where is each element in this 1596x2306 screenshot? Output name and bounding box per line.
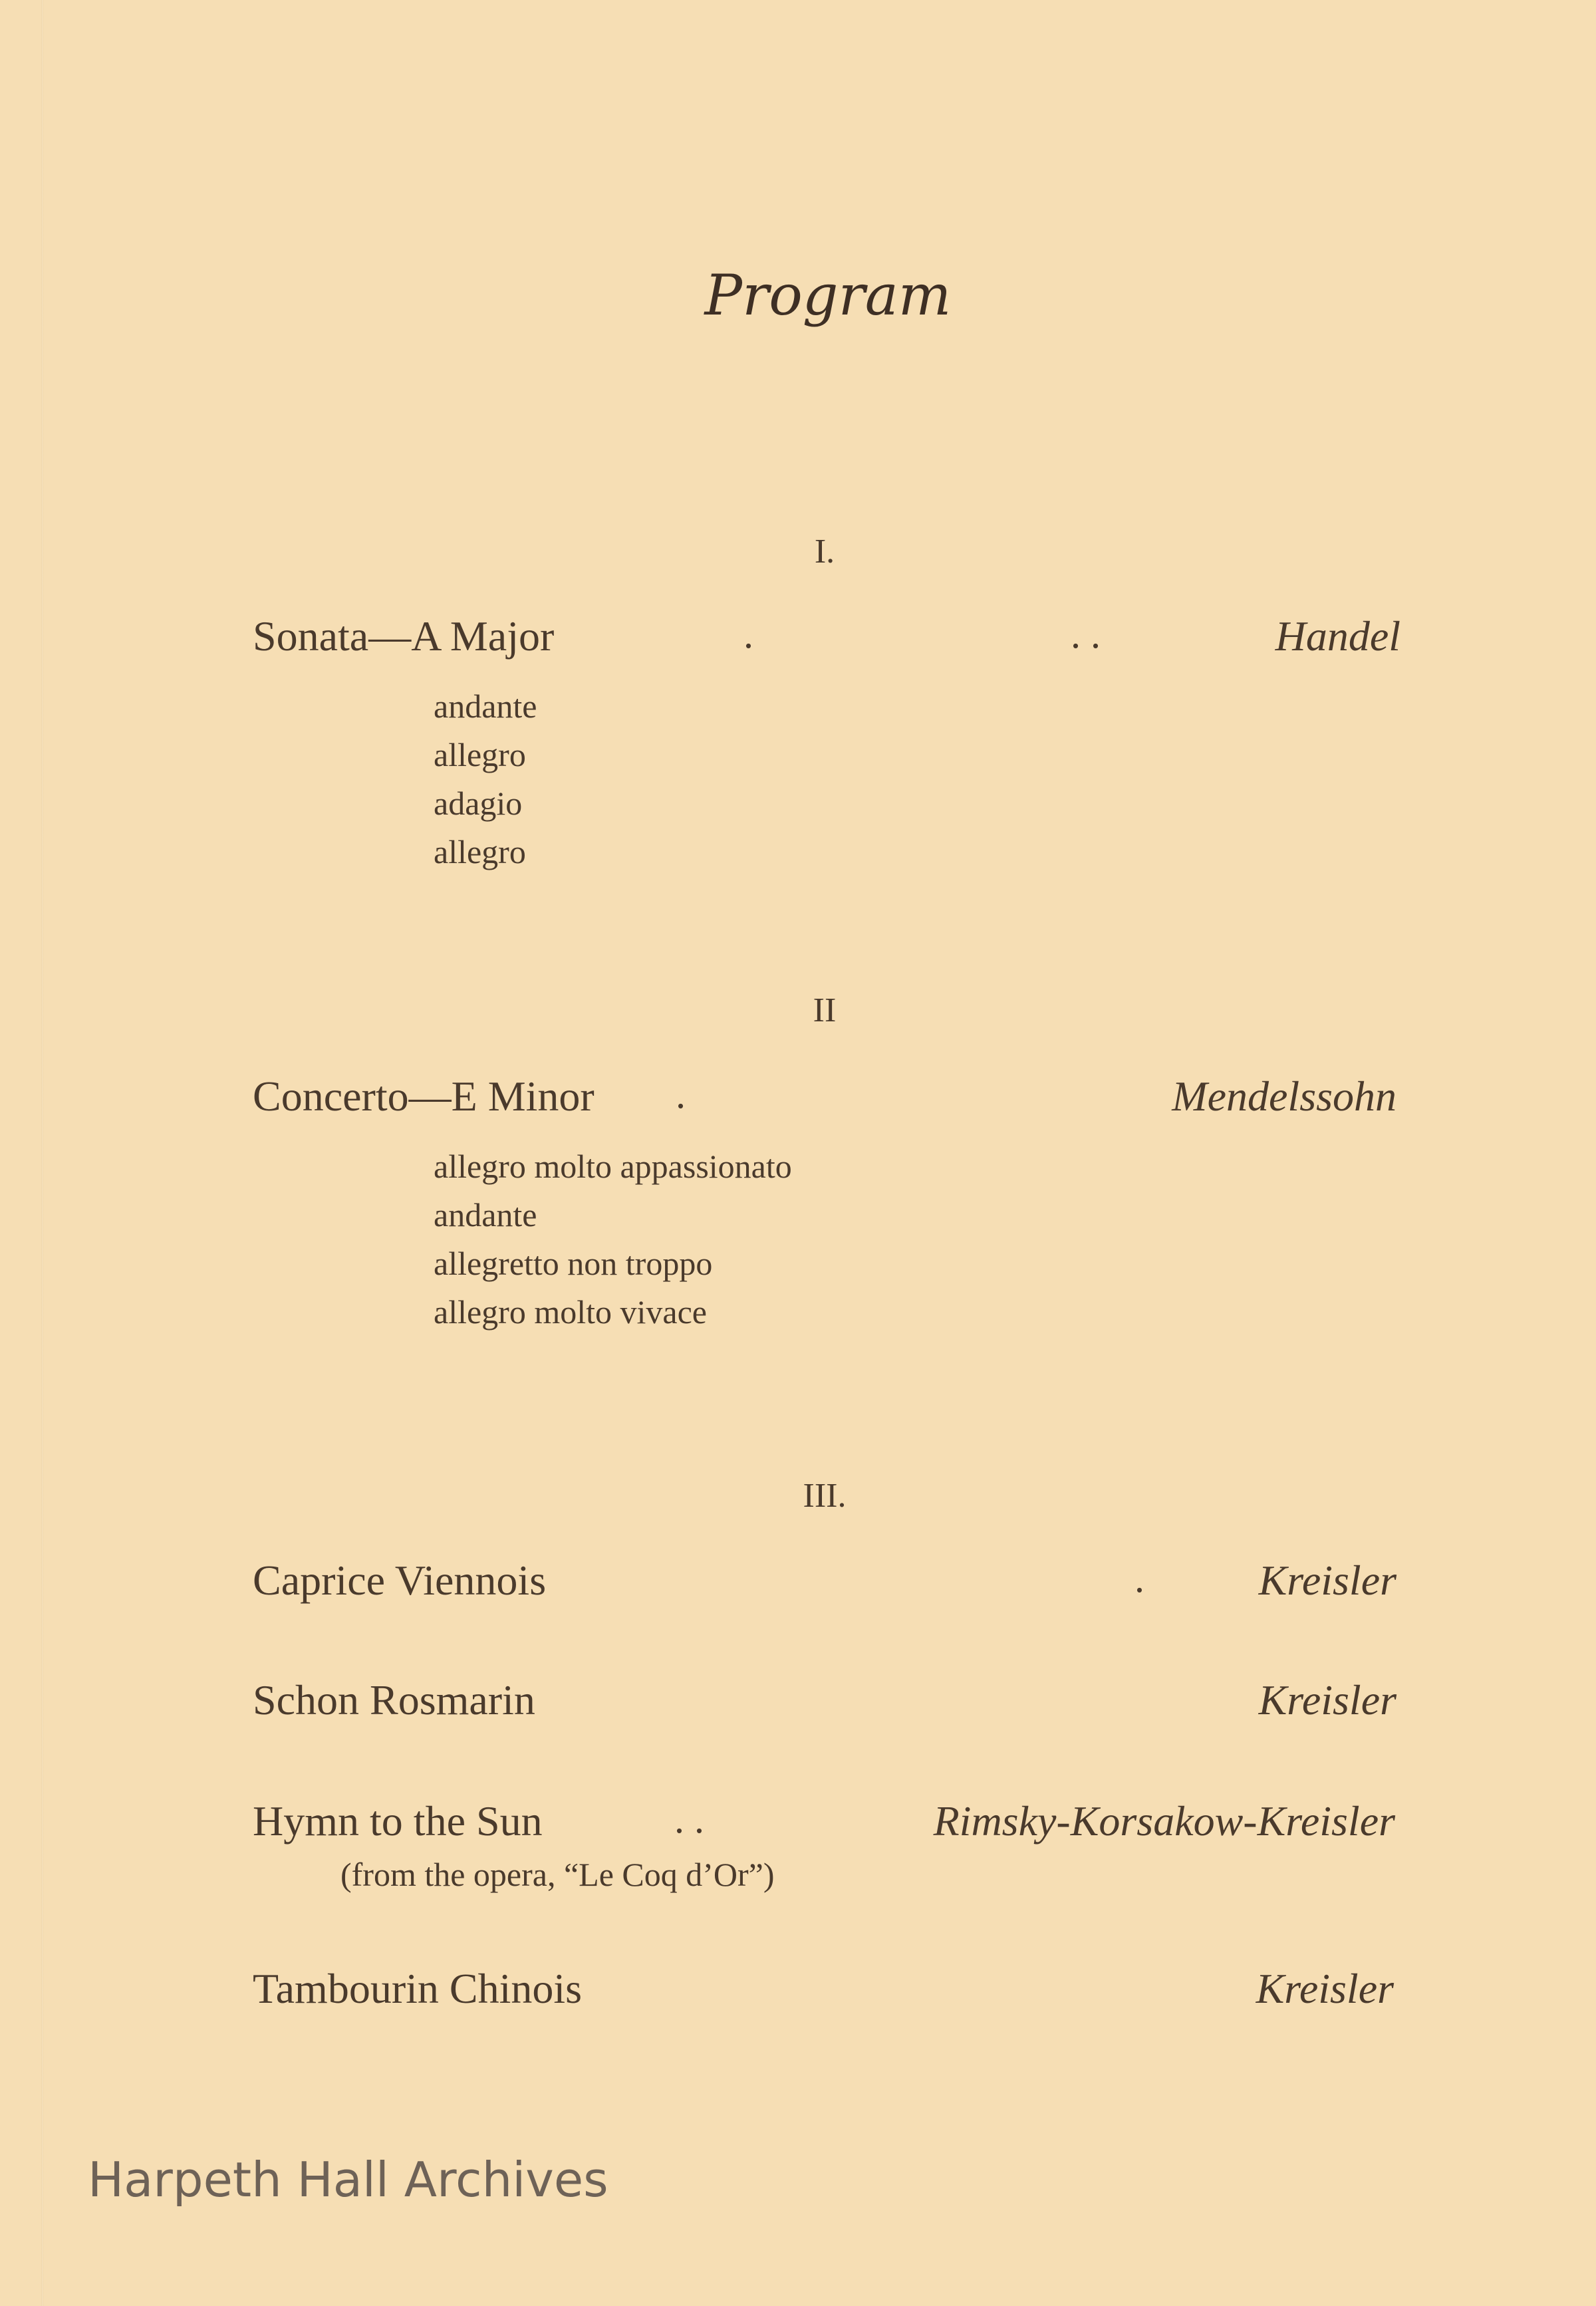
section-numeral-3: III. xyxy=(803,1477,847,1515)
movement-item: andante xyxy=(434,1196,537,1233)
movement-list-sonata xyxy=(434,682,537,876)
section-numeral-2: II xyxy=(813,991,837,1029)
movement-item: allegro xyxy=(434,736,526,773)
piece-title-concerto: Concerto—E Minor xyxy=(253,1073,595,1120)
composer-mendelssohn: Mendelssohn xyxy=(1172,1073,1396,1120)
program-title: Program xyxy=(704,263,952,328)
movement-list-concerto xyxy=(434,1142,792,1337)
piece-title-caprice: Caprice Viennois xyxy=(253,1557,547,1604)
leader-dots: . . xyxy=(674,1797,704,1841)
movement-item: allegro molto appassionato xyxy=(434,1148,792,1185)
fold-line xyxy=(41,0,43,2306)
piece-title-hymn: Hymn to the Sun xyxy=(253,1797,543,1845)
piece-note-opera: (from the opera, “Le Coq d’Or”) xyxy=(340,1856,775,1893)
piece-title-sonata: Sonata—A Major xyxy=(253,612,555,660)
leader-dots: . xyxy=(676,1073,686,1116)
leader-dots: . xyxy=(743,612,753,656)
composer-kreisler: Kreisler xyxy=(1258,1557,1396,1604)
movement-item: allegro molto vivace xyxy=(434,1293,707,1331)
composer-rimsky-korsakow-kreisler: Rimsky-Korsakow-Kreisler xyxy=(933,1797,1395,1845)
composer-handel: Handel xyxy=(1275,612,1400,660)
piece-title-rosmarin: Schon Rosmarin xyxy=(253,1676,535,1724)
leader-dots: . xyxy=(1134,1557,1144,1601)
archive-watermark: Harpeth Hall Archives xyxy=(88,2152,608,2208)
movement-item: allegretto non troppo xyxy=(434,1245,713,1282)
movement-item: allegro xyxy=(434,833,526,870)
composer-kreisler: Kreisler xyxy=(1256,1965,1394,2012)
movement-item: adagio xyxy=(434,785,523,822)
leader-dots: . . xyxy=(1071,612,1101,656)
section-numeral-1: I. xyxy=(814,533,835,571)
composer-kreisler: Kreisler xyxy=(1258,1676,1396,1724)
piece-title-tambourin: Tambourin Chinois xyxy=(253,1965,583,2012)
movement-item: andante xyxy=(434,688,537,725)
